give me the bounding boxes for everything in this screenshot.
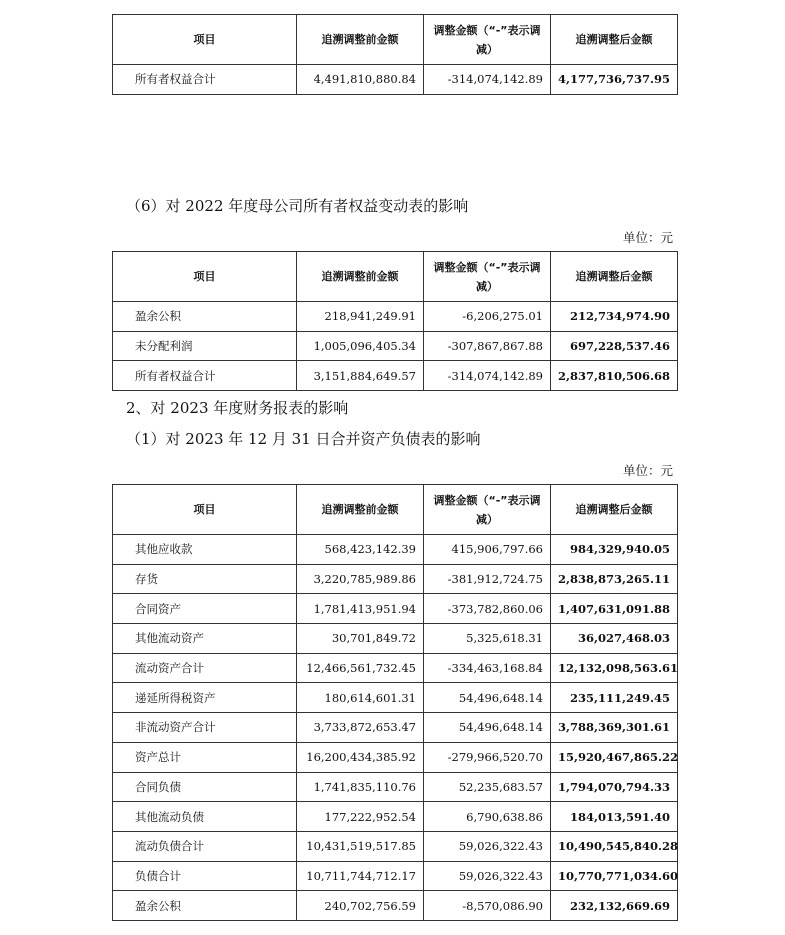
header-after: 追溯调整后金额 bbox=[551, 485, 678, 535]
row-value-before: 218,941,249.91 bbox=[297, 302, 424, 332]
row-item-label: 流动负债合计 bbox=[113, 831, 297, 861]
row-value-after: 697,228,537.46 bbox=[551, 331, 678, 361]
row-item-label: 递延所得税资产 bbox=[113, 683, 297, 713]
row-value-before: 4,491,810,880.84 bbox=[297, 65, 424, 95]
table-header-row bbox=[113, 15, 678, 65]
row-value-adjustment: 6,790,638.86 bbox=[424, 802, 551, 832]
row-item-label: 其他流动负债 bbox=[113, 802, 297, 832]
row-value-before: 1,781,413,951.94 bbox=[297, 594, 424, 624]
equity-table-continued bbox=[112, 14, 678, 95]
table-row bbox=[113, 891, 678, 921]
row-value-adjustment: 52,235,683.57 bbox=[424, 772, 551, 802]
table-header-row bbox=[113, 252, 678, 302]
row-value-adjustment: -6,206,275.01 bbox=[424, 302, 551, 332]
header-adjustment: 调整金额（“-”表示调减） bbox=[424, 252, 551, 302]
consolidated-balance-sheet-table bbox=[112, 484, 678, 921]
row-value-adjustment: -314,074,142.89 bbox=[424, 65, 551, 95]
header-adjustment: 调整金额（“-”表示调减） bbox=[424, 485, 551, 535]
header-before: 追溯调整前金额 bbox=[297, 15, 424, 65]
row-value-before: 568,423,142.39 bbox=[297, 535, 424, 565]
table-row bbox=[113, 535, 678, 565]
row-value-after: 3,788,369,301.61 bbox=[551, 713, 678, 743]
row-value-before: 10,431,519,517.85 bbox=[297, 831, 424, 861]
table-row bbox=[113, 713, 678, 743]
header-item: 项目 bbox=[113, 15, 297, 65]
row-value-adjustment: 54,496,648.14 bbox=[424, 683, 551, 713]
table-row bbox=[113, 831, 678, 861]
row-value-after: 212,734,974.90 bbox=[551, 302, 678, 332]
table-header-row bbox=[113, 485, 678, 535]
row-value-adjustment: -307,867,867.88 bbox=[424, 331, 551, 361]
row-value-after: 36,027,468.03 bbox=[551, 624, 678, 654]
table-row bbox=[113, 331, 678, 361]
parent-equity-changes-table bbox=[112, 251, 678, 391]
row-value-before: 30,701,849.72 bbox=[297, 624, 424, 654]
row-item-label: 所有者权益合计 bbox=[113, 361, 297, 391]
row-value-adjustment: 59,026,322.43 bbox=[424, 861, 551, 891]
table-row bbox=[113, 772, 678, 802]
row-item-label: 所有者权益合计 bbox=[113, 65, 297, 95]
row-value-after: 12,132,098,563.61 bbox=[551, 653, 678, 683]
row-value-after: 10,490,545,840.28 bbox=[551, 831, 678, 861]
row-value-before: 12,466,561,732.45 bbox=[297, 653, 424, 683]
row-item-label: 其他应收款 bbox=[113, 535, 297, 565]
row-item-label: 盈余公积 bbox=[113, 302, 297, 332]
table-row bbox=[113, 624, 678, 654]
row-value-adjustment: -334,463,168.84 bbox=[424, 653, 551, 683]
header-after: 追溯调整后金额 bbox=[551, 15, 678, 65]
unit-label-6: 单位：元 bbox=[622, 230, 673, 245]
table-row bbox=[113, 653, 678, 683]
row-item-label: 非流动资产合计 bbox=[113, 713, 297, 743]
row-value-after: 10,770,771,034.60 bbox=[551, 861, 678, 891]
row-value-adjustment: -381,912,724.75 bbox=[424, 564, 551, 594]
row-value-before: 3,151,884,649.57 bbox=[297, 361, 424, 391]
row-value-before: 177,222,952.54 bbox=[297, 802, 424, 832]
table-row bbox=[113, 361, 678, 391]
row-value-adjustment: -373,782,860.06 bbox=[424, 594, 551, 624]
row-value-after: 232,132,669.69 bbox=[551, 891, 678, 921]
row-value-before: 1,741,835,110.76 bbox=[297, 772, 424, 802]
row-value-after: 184,013,591.40 bbox=[551, 802, 678, 832]
row-value-after: 2,837,810,506.68 bbox=[551, 361, 678, 391]
table-row bbox=[113, 302, 678, 332]
row-item-label: 流动资产合计 bbox=[113, 653, 297, 683]
row-value-after: 4,177,736,737.95 bbox=[551, 65, 678, 95]
row-item-label: 合同资产 bbox=[113, 594, 297, 624]
table-row bbox=[113, 65, 678, 95]
unit-label-2-1: 单位：元 bbox=[622, 463, 673, 478]
row-value-adjustment: -8,570,086.90 bbox=[424, 891, 551, 921]
row-value-adjustment: 415,906,797.66 bbox=[424, 535, 551, 565]
row-value-before: 180,614,601.31 bbox=[297, 683, 424, 713]
row-value-adjustment: 54,496,648.14 bbox=[424, 713, 551, 743]
table-row bbox=[113, 861, 678, 891]
table-row bbox=[113, 594, 678, 624]
header-before: 追溯调整前金额 bbox=[297, 252, 424, 302]
row-value-before: 10,711,744,712.17 bbox=[297, 861, 424, 891]
row-item-label: 资产总计 bbox=[113, 742, 297, 772]
row-item-label: 负债合计 bbox=[113, 861, 297, 891]
row-value-before: 240,702,756.59 bbox=[297, 891, 424, 921]
row-value-adjustment: 5,325,618.31 bbox=[424, 624, 551, 654]
row-value-after: 2,838,873,265.11 bbox=[551, 564, 678, 594]
section-2-heading: 2、对 2023 年度财务报表的影响 bbox=[126, 399, 349, 417]
row-value-before: 1,005,096,405.34 bbox=[297, 331, 424, 361]
table-row bbox=[113, 683, 678, 713]
table-row bbox=[113, 802, 678, 832]
header-adjustment: 调整金额（“-”表示调减） bbox=[424, 15, 551, 65]
row-item-label: 未分配利润 bbox=[113, 331, 297, 361]
row-item-label: 盈余公积 bbox=[113, 891, 297, 921]
header-before: 追溯调整前金额 bbox=[297, 485, 424, 535]
row-value-after: 15,920,467,865.22 bbox=[551, 742, 678, 772]
section-6-heading: （6）对 2022 年度母公司所有者权益变动表的影响 bbox=[126, 197, 469, 215]
row-value-after: 984,329,940.05 bbox=[551, 535, 678, 565]
header-item: 项目 bbox=[113, 485, 297, 535]
section-2-1-heading: （1）对 2023 年 12 月 31 日合并资产负债表的影响 bbox=[126, 430, 481, 448]
row-value-after: 235,111,249.45 bbox=[551, 683, 678, 713]
row-value-adjustment: 59,026,322.43 bbox=[424, 831, 551, 861]
row-value-before: 3,733,872,653.47 bbox=[297, 713, 424, 743]
row-item-label: 其他流动资产 bbox=[113, 624, 297, 654]
table-row bbox=[113, 564, 678, 594]
row-value-before: 16,200,434,385.92 bbox=[297, 742, 424, 772]
table-row bbox=[113, 742, 678, 772]
row-item-label: 合同负债 bbox=[113, 772, 297, 802]
row-item-label: 存货 bbox=[113, 564, 297, 594]
header-after: 追溯调整后金额 bbox=[551, 252, 678, 302]
row-value-after: 1,794,070,794.33 bbox=[551, 772, 678, 802]
header-item: 项目 bbox=[113, 252, 297, 302]
row-value-after: 1,407,631,091.88 bbox=[551, 594, 678, 624]
row-value-adjustment: -279,966,520.70 bbox=[424, 742, 551, 772]
row-value-adjustment: -314,074,142.89 bbox=[424, 361, 551, 391]
row-value-before: 3,220,785,989.86 bbox=[297, 564, 424, 594]
